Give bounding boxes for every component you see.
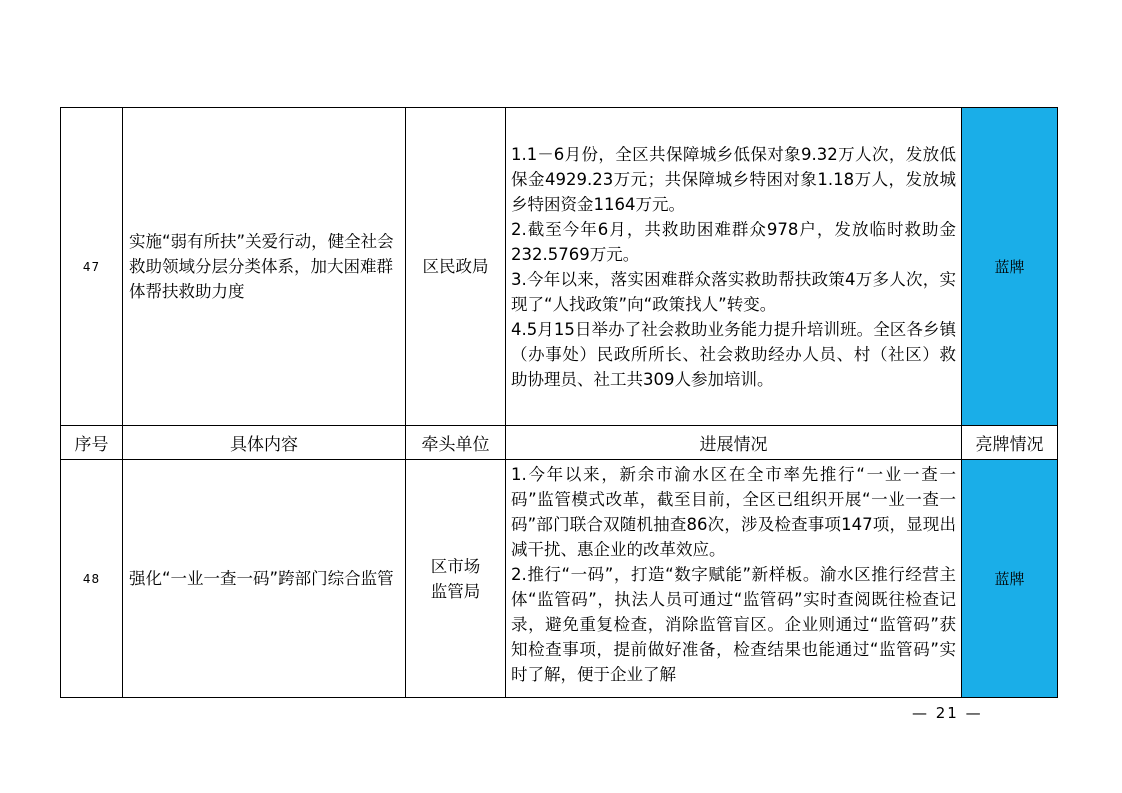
- table-row: [61, 108, 1058, 426]
- lead-unit-line: 监管局: [430, 581, 481, 601]
- progress-item: 2.截至今年6月，共救助困难群众978户，发放临时救助金232.5769万元。: [511, 219, 956, 264]
- header-status: 亮牌情况: [962, 426, 1058, 460]
- progress-item: 1.1－6月份，全区共保障城乡低保对象9.32万人次，发放低保金4929.23万元；共保障城乡特困对象1.18万人，发放城乡特困资金1164万元。: [511, 144, 956, 214]
- table-row: [61, 460, 1058, 698]
- header-progress: 进展情况: [506, 426, 962, 460]
- row-number: 47: [61, 108, 123, 426]
- task-content: 实施“弱有所扶”关爱行动，健全社会救助领域分层分类体系，加大困难群体帮扶救助力度: [123, 108, 406, 426]
- header-content: 具体内容: [123, 426, 406, 460]
- task-content: 强化“一业一查一码”跨部门综合监管: [123, 460, 406, 698]
- page-number: — 21 —: [912, 704, 983, 722]
- progress-text: [506, 108, 962, 426]
- progress-item: 2.推行“一码”，打造“数字赋能”新样板。渝水区推行经营主体“监管码”，执法人员可通过“监管码”实时查阅既往检查记录，避免重复检查，消除监管盲区。企业则通过“监管码”获知检查事项，提前做好准备，检查结果也能通过“监管码”实时了解，便于企业了解: [511, 565, 956, 684]
- progress-table: [60, 107, 1058, 698]
- header-lead: 牵头单位: [406, 426, 506, 460]
- progress-item: 3.今年以来，落实困难群众落实救助帮扶政策4万多人次，实现了“人找政策”向“政策找人”转变。: [511, 269, 956, 314]
- lead-unit: [406, 460, 506, 698]
- lead-unit-line: 区市场: [430, 556, 481, 576]
- lead-unit: 区民政局: [406, 108, 506, 426]
- status-badge: 蓝牌: [962, 460, 1058, 698]
- progress-item: 1.今年以来，新余市渝水区在全市率先推行“一业一查一码”监管模式改革，截至目前，全区已组织开展“一业一查一码”部门联合双随机抽查86次，涉及检查事项147项，显现出减干扰、惠企业的改革效应。: [511, 465, 956, 559]
- table-header-row: [61, 426, 1058, 460]
- row-number: 48: [61, 460, 123, 698]
- progress-text: [506, 460, 962, 698]
- status-badge: 蓝牌: [962, 108, 1058, 426]
- progress-item: 4.5月15日举办了社会救助业务能力提升培训班。全区各乡镇（办事处）民政所所长、社会救助经办人员、村（社区）救助协理员、社工共309人参加培训。: [511, 319, 956, 389]
- header-no: 序号: [61, 426, 123, 460]
